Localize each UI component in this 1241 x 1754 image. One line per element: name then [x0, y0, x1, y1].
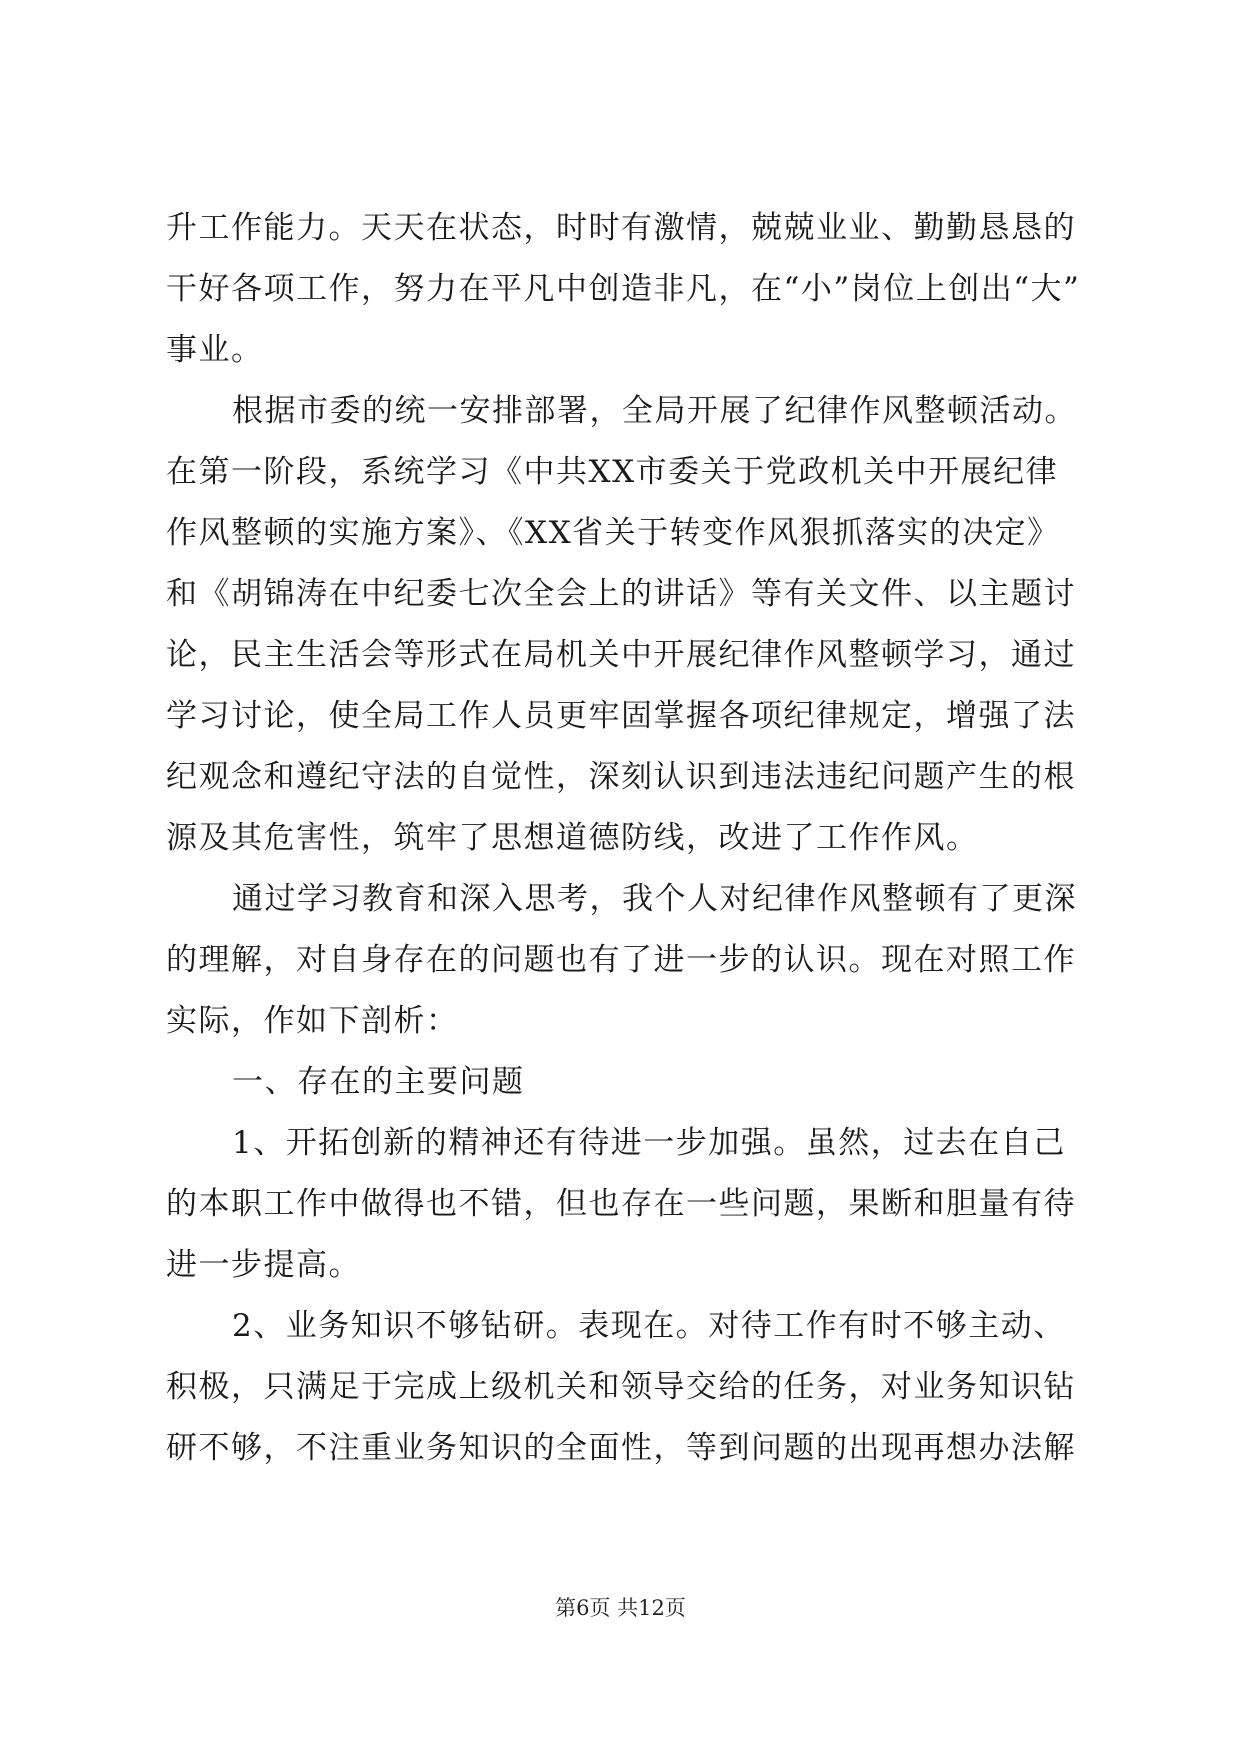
body-text-line: 作风整顿的实施方案》、《XX省关于转变作风狠抓落实的决定》: [166, 515, 1060, 551]
body-text-line: 源及其危害性，筑牢了思想道德防线，改进了工作作风。: [166, 820, 979, 856]
body-text-line: 升工作能力。天天在状态，时时有激情，兢兢业业、勤勤恳恳的: [166, 210, 1076, 246]
body-text-line: 根据市委的统一安排部署，全局开展了纪律作风整顿活动。: [232, 393, 1077, 429]
body-text-line: 进一步提高。: [166, 1247, 361, 1283]
body-text-line: 学习讨论，使全局工作人员更牢固掌握各项纪律规定，增强了法: [166, 698, 1076, 734]
body-text-line: 论，民主生活会等形式在局机关中开展纪律作风整顿学习，通过: [166, 637, 1076, 673]
body-text-line: 的理解，对自身存在的问题也有了进一步的认识。现在对照工作: [166, 942, 1076, 978]
page-number-footer: 第6页 共12页: [555, 1596, 686, 1620]
body-text-line: 通过学习教育和深入思考，我个人对纪律作风整顿有了更深: [232, 881, 1077, 917]
body-text-line: 积极，只满足于完成上级机关和领导交给的任务，对业务知识钻: [166, 1369, 1076, 1405]
body-text-line: 干好各项工作，努力在平凡中创造非凡，在“小”岗位上创出“大”: [166, 271, 1081, 307]
body-text-line: 实际，作如下剖析：: [166, 1003, 459, 1039]
body-text-line: 和《胡锦涛在中纪委七次全会上的讲话》等有关文件、以主题讨: [166, 576, 1076, 612]
body-text-line: 2、业务知识不够钻研。表现在。对待工作有时不够主动、: [232, 1308, 1066, 1344]
body-text-line: 的本职工作中做得也不错，但也存在一些问题，果断和胆量有待: [166, 1186, 1076, 1222]
body-text-line: 事业。: [166, 332, 264, 368]
body-text-line: 1、开拓创新的精神还有待进一步加强。虽然，过去在自己: [232, 1125, 1066, 1161]
body-text-line: 纪观念和遵纪守法的自觉性，深刻认识到违法违纪问题产生的根: [166, 759, 1076, 795]
body-text-line: 研不够，不注重业务知识的全面性，等到问题的出现再想办法解: [166, 1430, 1076, 1466]
body-text-line: 在第一阶段，系统学习《中共XX市委关于党政机关中开展纪律: [166, 454, 1059, 490]
section-heading: 一、存在的主要问题: [232, 1064, 525, 1100]
